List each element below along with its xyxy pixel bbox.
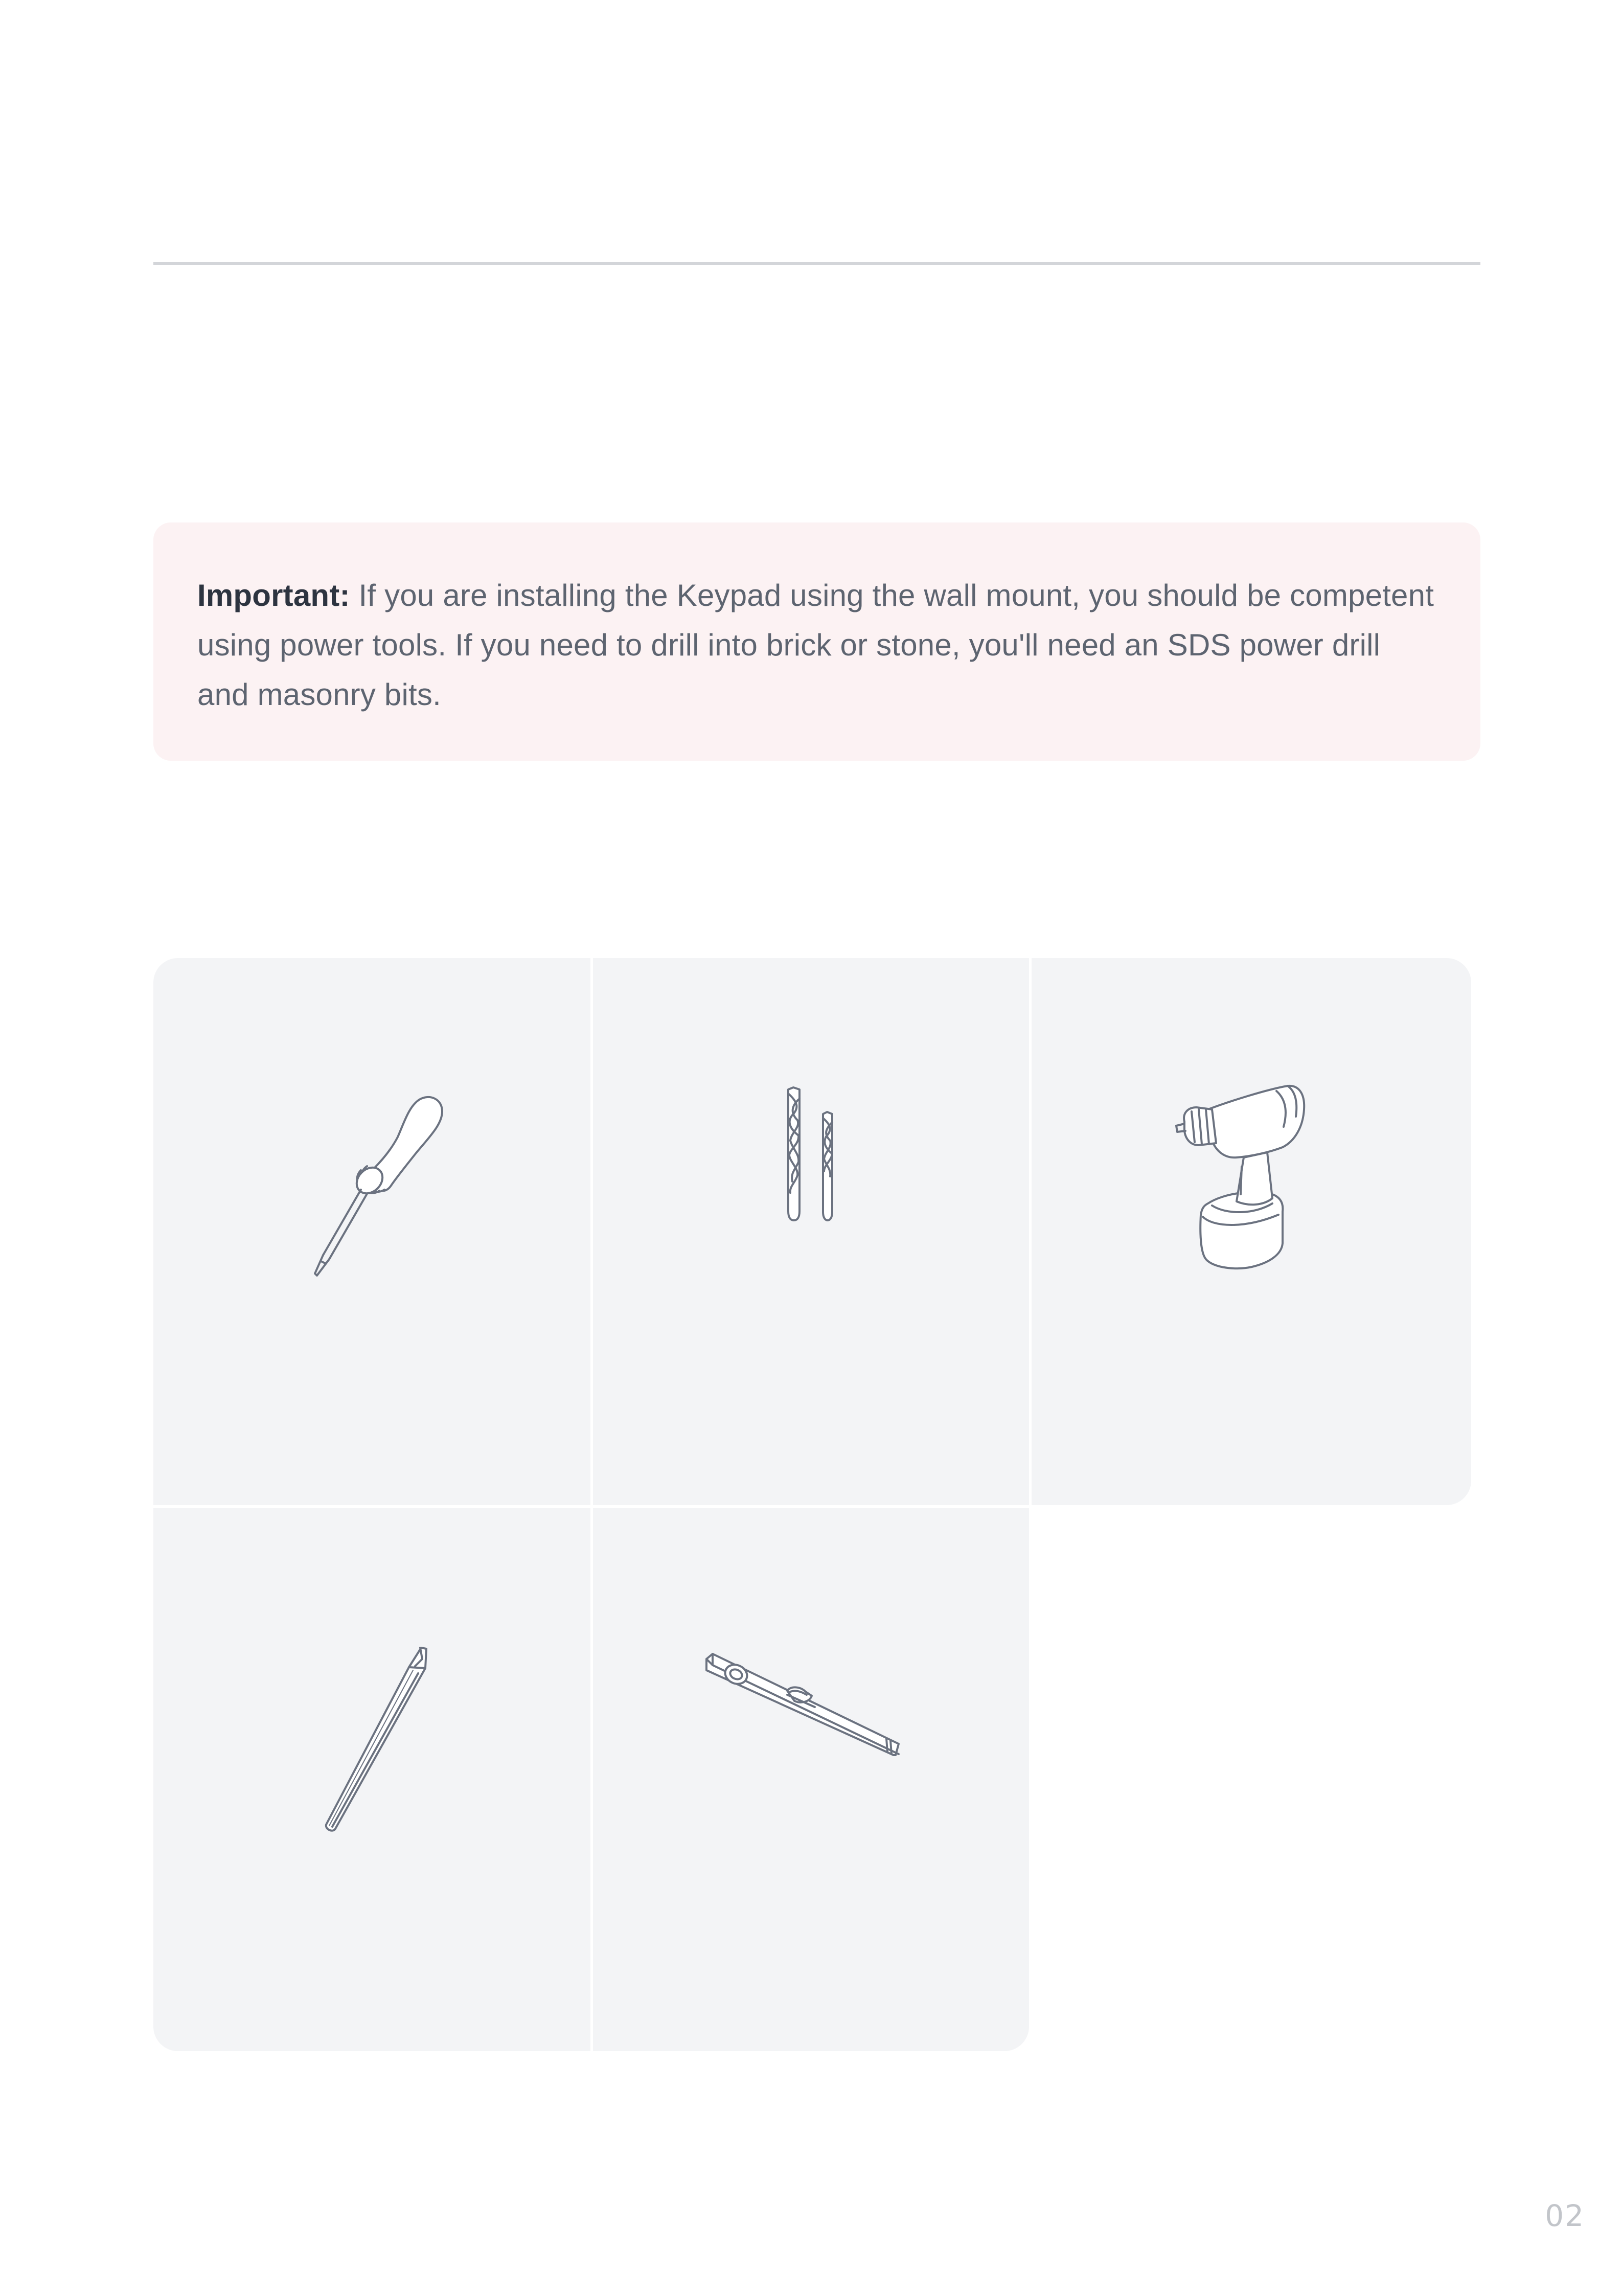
drill-bits-icon (746, 1083, 879, 1298)
grid-divider (153, 1505, 1029, 1508)
notice-label: Important: (197, 578, 350, 612)
spirit-level-icon (700, 1639, 925, 1812)
screwdriver-icon (266, 1083, 481, 1298)
pencil-icon (307, 1644, 460, 1838)
cordless-drill-icon (1167, 1081, 1320, 1295)
tool-tile-drill-bits (593, 958, 1029, 1505)
grid-divider (1029, 958, 1032, 1505)
tool-tile-pencil (153, 1508, 590, 2051)
header-divider (153, 262, 1480, 265)
tool-tile-spirit-level (593, 1508, 1029, 2051)
tool-tile-screwdriver (153, 958, 590, 1505)
tool-tile-cordless-drill (1032, 958, 1471, 1505)
notice-body: If you are installing the Keypad using the wall mount, you should be competent using power tools. If you need to drill into brick or stone, you'll need an SDS power drill and masonry bits. (197, 578, 1434, 712)
notice-text (197, 571, 1440, 719)
important-notice (153, 522, 1480, 761)
page-number: 02 (1545, 2198, 1585, 2233)
grid-divider (590, 958, 593, 2051)
